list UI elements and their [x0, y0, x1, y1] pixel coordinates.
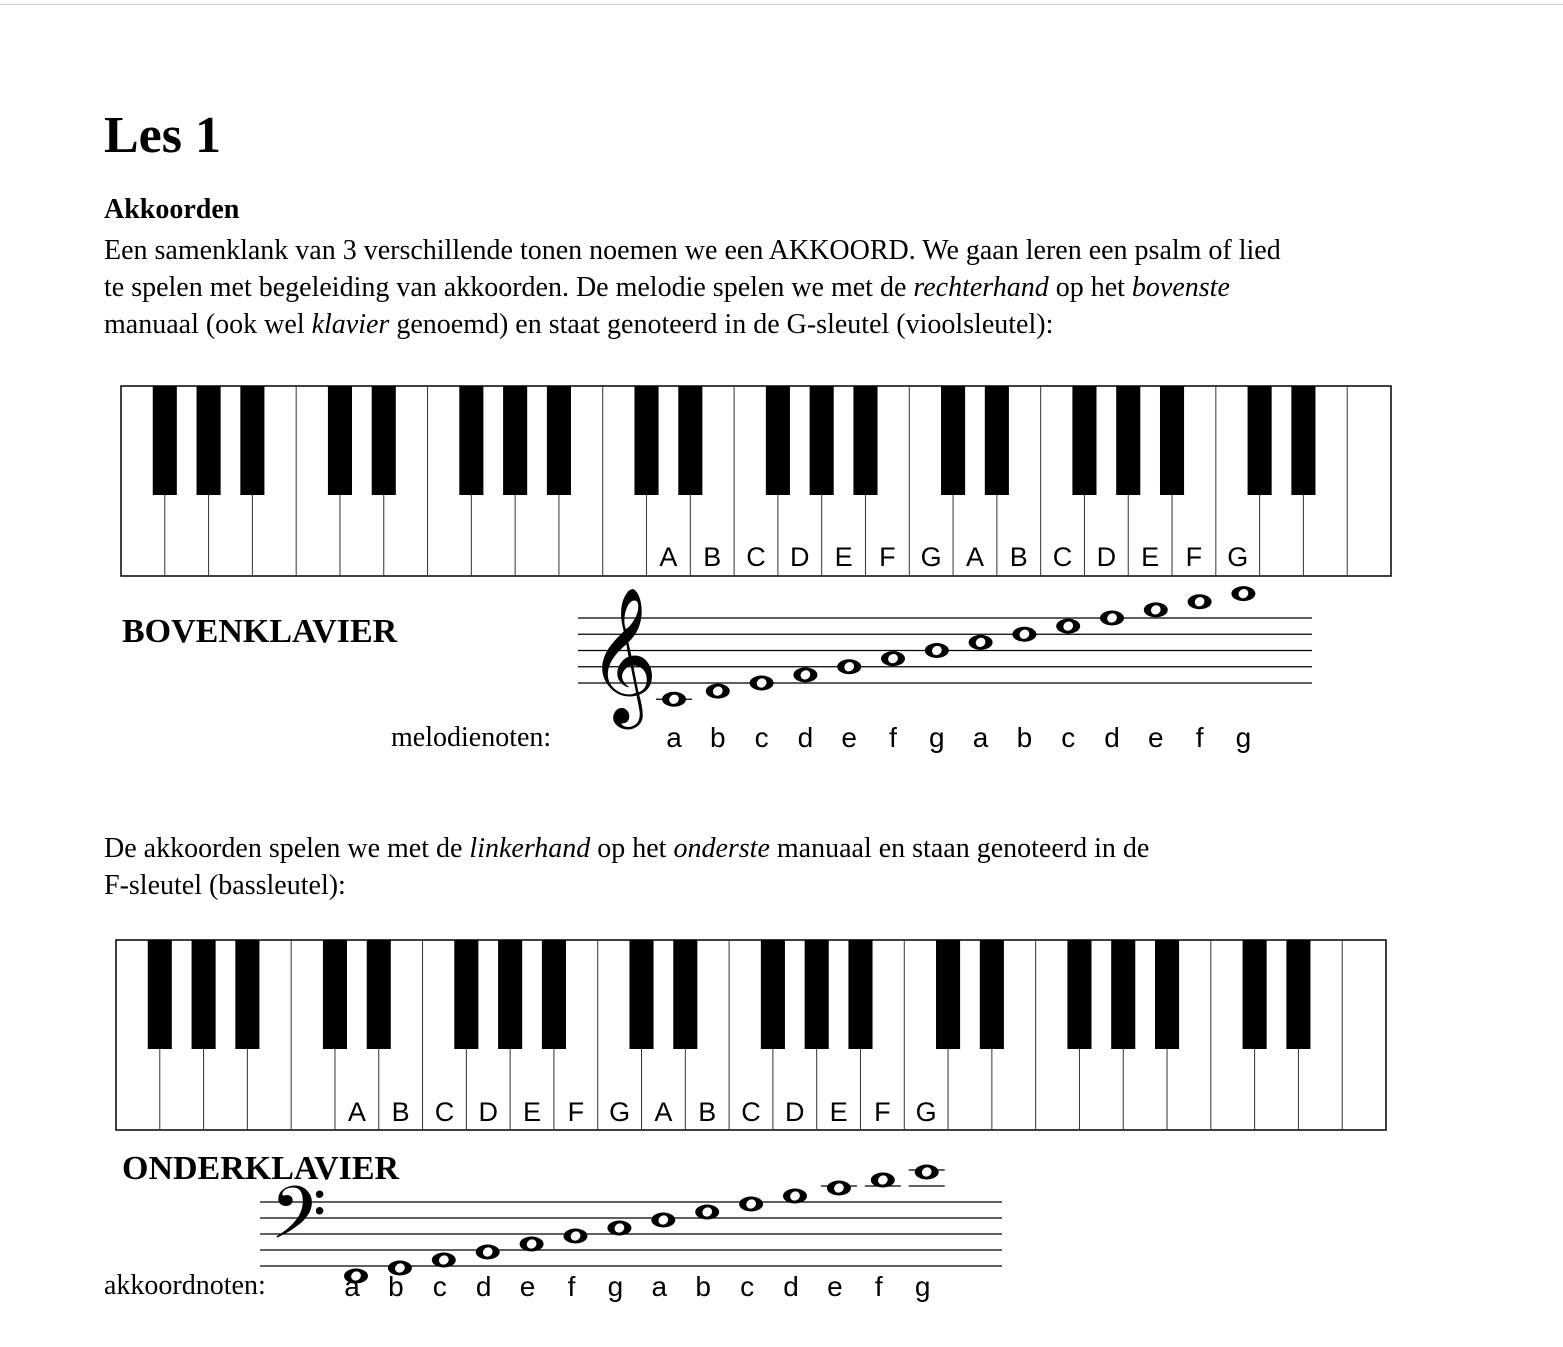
black-key — [367, 940, 391, 1049]
black-key — [848, 940, 872, 1049]
chord-notes-label: akkoordnoten: — [104, 1270, 266, 1301]
chords-emphasis-onderste: onderste — [673, 833, 770, 864]
black-key — [1291, 386, 1315, 495]
chord-note-name: f — [567, 1271, 576, 1302]
chord-note-name: g — [607, 1271, 624, 1302]
black-key — [1160, 386, 1184, 495]
black-key — [1286, 940, 1310, 1049]
intro-line-3a: manuaal (ook wel — [104, 309, 312, 340]
black-key — [761, 940, 785, 1049]
intro-emphasis-klavier: klavier — [311, 309, 390, 340]
melody-note-name: c — [1061, 722, 1076, 753]
page-title: Les 1 — [104, 107, 221, 164]
black-key — [673, 940, 697, 1049]
melody-note-name: g — [929, 722, 945, 753]
black-key — [1248, 386, 1272, 495]
key-letter: E — [1141, 542, 1160, 572]
chord-note-name: c — [432, 1271, 447, 1302]
key-letter: D — [478, 1097, 498, 1127]
black-key — [197, 386, 221, 495]
black-key — [766, 386, 790, 495]
intro-line-1: Een samenklank van 3 verschillende tonen noemen we een AKKOORD. We gaan leren een psalm of lied — [104, 235, 1281, 266]
black-key — [148, 940, 172, 1049]
chord-note-name: d — [475, 1271, 492, 1302]
black-key — [498, 940, 522, 1049]
chord-note-name: c — [740, 1271, 755, 1302]
chord-note-name: g — [914, 1271, 931, 1302]
chord-note-name: b — [388, 1271, 404, 1302]
black-key — [1155, 940, 1179, 1049]
black-key — [153, 386, 177, 495]
bass-clef-icon: 𝄢 — [270, 1170, 327, 1273]
upper-manual-label: BOVENKLAVIER — [122, 613, 398, 650]
black-key — [1111, 940, 1135, 1049]
black-key — [1072, 386, 1096, 495]
key-letter: A — [659, 542, 678, 572]
black-key — [853, 386, 877, 495]
bass-staff — [260, 1165, 1002, 1303]
melody-note-name: b — [710, 722, 726, 753]
melody-note-name: g — [1235, 722, 1252, 753]
key-letter: A — [654, 1097, 673, 1127]
melody-notes-label: melodienoten: — [391, 722, 552, 753]
chords-line-1b: op het — [590, 833, 674, 864]
intro-line-2b: op het — [1048, 272, 1132, 303]
chord-note-name: a — [344, 1271, 360, 1302]
intro-line-2a: te spelen met begeleiding van akkoorden. De melodie spelen we met de — [104, 272, 914, 303]
key-letter: F — [1185, 542, 1203, 572]
melody-note-name: f — [889, 722, 897, 753]
black-key — [454, 940, 478, 1049]
upper-keyboard — [121, 386, 1391, 576]
black-key — [936, 940, 960, 1049]
key-letter: C — [746, 542, 766, 572]
chord-note-name: b — [695, 1271, 711, 1302]
black-key — [634, 386, 658, 495]
key-letter: G — [1227, 542, 1249, 572]
black-key — [192, 940, 216, 1049]
intro-emphasis-rechterhand: rechterhand — [913, 272, 1049, 303]
black-key — [985, 386, 1009, 495]
key-letter: B — [1009, 542, 1028, 572]
melody-note-name: f — [1195, 722, 1204, 753]
key-letter: F — [567, 1097, 585, 1127]
black-key — [805, 940, 829, 1049]
melody-note-name: e — [841, 722, 857, 753]
black-key — [1243, 940, 1267, 1049]
black-key — [1116, 386, 1140, 495]
chord-note-name: f — [874, 1271, 883, 1302]
chords-emphasis-linkerhand: linkerhand — [469, 833, 591, 864]
melody-note-name: d — [797, 722, 814, 753]
lower-manual-label: ONDERKLAVIER — [122, 1150, 400, 1187]
chords-line-1a: De akkoorden spelen we met de — [104, 833, 470, 864]
section-heading: Akkoorden — [104, 194, 240, 225]
black-key — [328, 386, 352, 495]
key-letter: F — [874, 1097, 891, 1127]
chords-line-1c: manuaal en staan genoteerd in de — [769, 833, 1150, 864]
key-letter: C — [1052, 542, 1073, 572]
intro-line-3b: genoemd) en staat genoteerd in de G-sleutel (vioolsleutel): — [389, 309, 1054, 340]
key-letter: G — [609, 1097, 631, 1127]
black-key — [542, 940, 566, 1049]
key-letter: D — [1096, 542, 1117, 572]
melody-note-name: a — [666, 722, 682, 753]
key-letter: A — [965, 542, 984, 572]
black-key — [547, 386, 571, 495]
black-key — [323, 940, 347, 1049]
intro-emphasis-bovenste: bovenste — [1131, 272, 1230, 303]
chord-note-name: e — [827, 1271, 843, 1302]
melody-note-name: c — [754, 722, 769, 753]
black-key — [503, 386, 527, 495]
key-letter: G — [915, 1097, 937, 1127]
treble-staff — [578, 585, 1312, 753]
black-key — [810, 386, 834, 495]
chord-note-name: d — [783, 1271, 799, 1302]
melody-note-name: b — [1016, 722, 1033, 753]
key-letter: C — [741, 1097, 761, 1127]
key-letter: E — [829, 1097, 848, 1127]
black-key — [372, 386, 396, 495]
key-letter: B — [391, 1097, 410, 1127]
black-key — [459, 386, 483, 495]
key-letter: B — [703, 542, 722, 572]
lower-keyboard — [116, 940, 1386, 1130]
key-letter: C — [434, 1097, 455, 1127]
chord-note-name: e — [519, 1271, 536, 1302]
key-letter: F — [879, 542, 896, 572]
key-letter: E — [523, 1097, 542, 1127]
melody-note-name: e — [1148, 722, 1164, 753]
chord-note-name: a — [651, 1271, 668, 1302]
black-key — [629, 940, 653, 1049]
key-letter: A — [347, 1097, 366, 1127]
melody-note-name: d — [1104, 722, 1120, 753]
key-letter: E — [834, 542, 853, 572]
treble-clef-icon: 𝄞 — [588, 585, 658, 723]
black-key — [678, 386, 702, 495]
black-key — [240, 386, 264, 495]
key-letter: D — [785, 1097, 805, 1127]
black-key — [1067, 940, 1091, 1049]
chords-line-2: F-sleutel (bassleutel): — [104, 870, 346, 901]
key-letter: G — [920, 542, 942, 572]
melody-note-name: a — [972, 722, 989, 753]
black-key — [235, 940, 259, 1049]
black-key — [941, 386, 965, 495]
key-letter: B — [698, 1097, 717, 1127]
black-key — [980, 940, 1004, 1049]
key-letter: D — [790, 542, 810, 572]
